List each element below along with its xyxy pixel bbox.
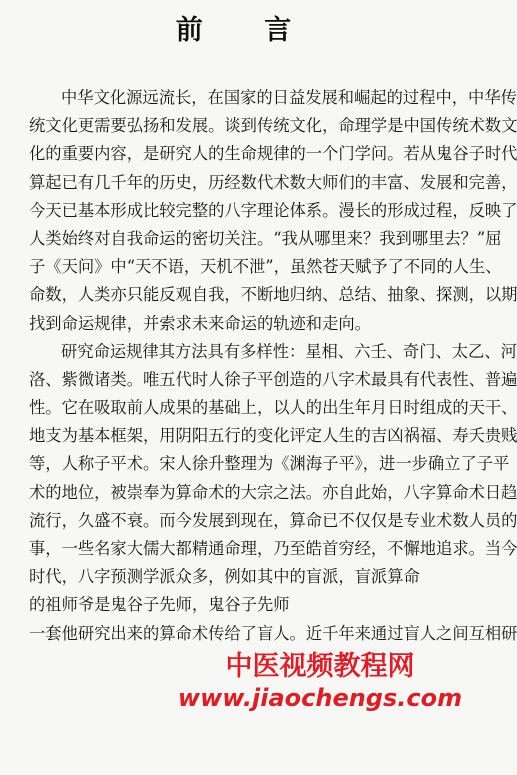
watermark-title: 中医视频教程网 <box>225 651 415 682</box>
paragraph-line: 今天已基本形成比较完整的八字理论体系。漫长的形成过程，反映了 <box>29 200 517 220</box>
paragraph-line: 性。它在吸取前人成果的基础上，以人的出生年月日时组成的天干、 <box>29 398 517 418</box>
paragraph-line: 命数，人类亦只能反观自我，不断地归纳、总结、抽象、探测，以期 <box>29 285 517 305</box>
paragraph-line: 事，一些名家大儒大都精通命理，乃至皓首穷经，不懈地追求。当今 <box>29 539 517 558</box>
paragraph-line: 洛、紫微诸类。唯五代时人徐子平创造的八字术最具有代表性、普遍 <box>29 369 517 389</box>
paragraph-line: 等，人称子平术。宋人徐升整理为《渊海子平》，进一步确立了子平 <box>29 454 510 474</box>
paragraph-line: 地支为基本框架，用阴阳五行的变化评定人生的吉凶祸福、寿夭贵贱 <box>29 426 517 446</box>
paragraph-line: 研究命运规律其方法具有多样性：星相、六壬、奇门、太乙、河 <box>61 341 517 361</box>
paragraph-line: 统文化更需要弘扬和发展。谈到传统文化，命理学是中国传统术数文 <box>29 116 517 136</box>
paragraph-line: 流行，久盛不衰。而今发展到现在，算命已不仅仅是专业术数人员的 <box>29 510 517 530</box>
body-text <box>29 84 517 648</box>
page-title: 前 言 <box>175 15 318 46</box>
paragraph-line: 的祖师爷是鬼谷子先师，鬼谷子先师 <box>29 595 290 615</box>
paragraph-line: 术的地位，被崇奉为算命术的大宗之法。亦自此始，八字算命术日趋 <box>29 482 517 502</box>
paragraph-line: 子《天问》中“天不语，天机不泄”，虽然苍天赋予了不同的人生、 <box>29 257 502 277</box>
paragraph-line: 找到命运规律，并索求未来命运的轨迹和走向。 <box>29 313 371 333</box>
paragraph-line: 时代，八字预测学派众多，例如其中的盲派，盲派算命 <box>29 567 420 587</box>
paragraph-line: 中华文化源远流长，在国家的日益发展和崛起的过程中，中华传 <box>61 88 517 107</box>
paragraph-line: 化的重要内容，是研究人的生命规律的一个门学问。若从鬼谷子时代 <box>29 144 517 164</box>
watermark <box>175 650 465 712</box>
watermark-url: www.jiaochengs.com <box>177 684 463 712</box>
paragraph-line: 一套他研究出来的算命术传给了盲人。近千年来通过盲人之间互相研 <box>29 623 517 643</box>
paragraph-line: 人类始终对自我命运的密切关注。“我从哪里来？我到哪里去？”屈 <box>29 228 502 248</box>
paragraph-line: 算起已有几千年的历史，历经数代术数大师们的丰富、发展和完善， <box>29 172 517 192</box>
